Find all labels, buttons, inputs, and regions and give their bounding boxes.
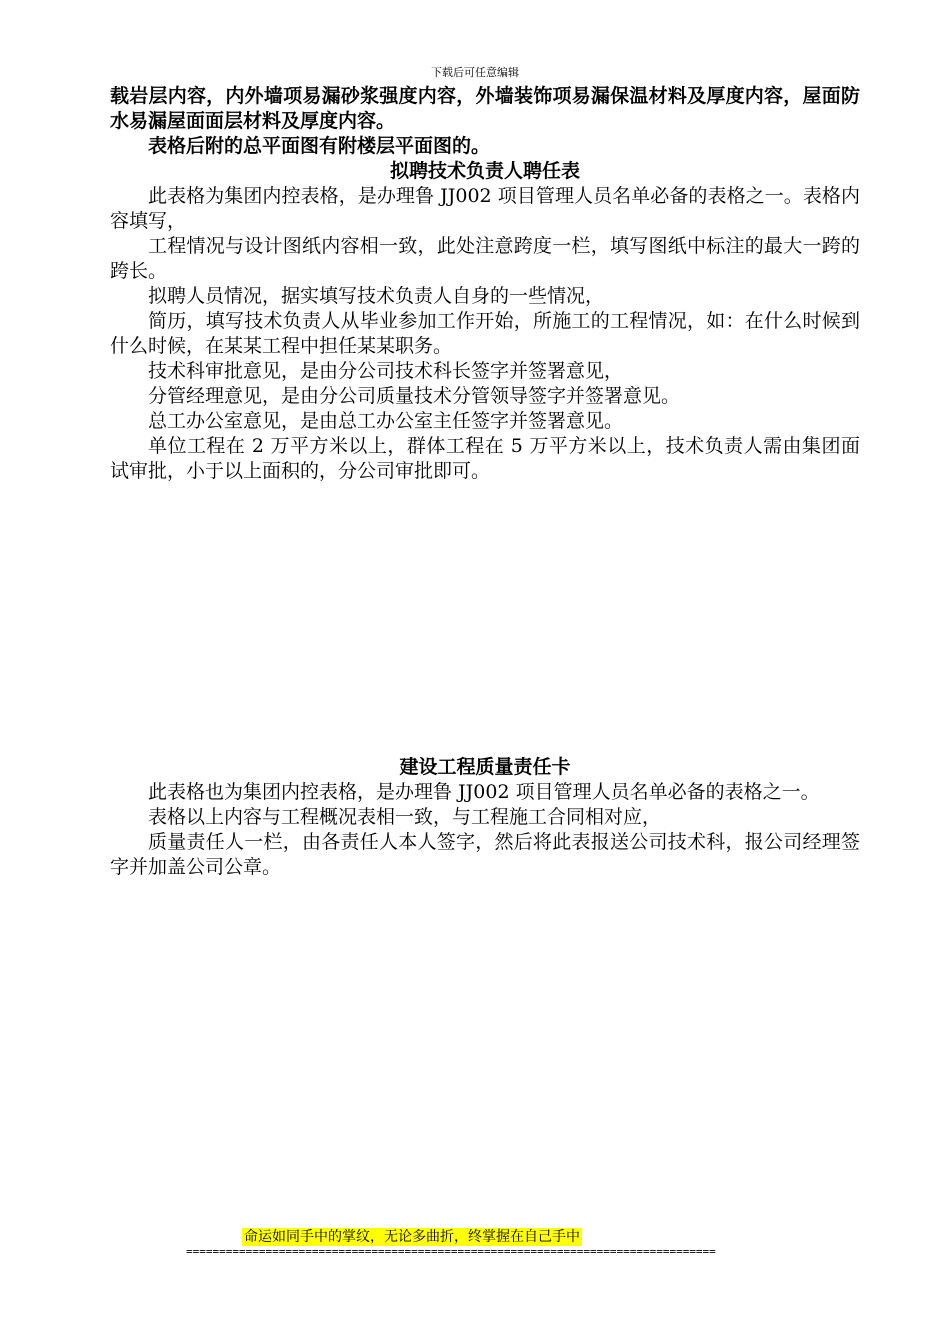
quality-paragraph: 表格以上内容与工程概况表相一致，与工程施工合同相对应， [148, 806, 662, 828]
appointment-form-title: 拟聘技术负责人聘任表 [389, 160, 580, 182]
intro-bold-note: 表格后附的总平面图有附楼层平面图的。 [148, 135, 491, 157]
appointment-paragraph: 技术科审批意见，是由分公司技术科长签字并签署意见， [148, 360, 624, 382]
appointment-paragraph: 单位工程在 2 万平方米以上，群体工程在 5 万平方米以上，技术负责人需由集团面试审批，小于以上面积的，分公司审批即可。 [110, 435, 860, 482]
appointment-paragraph: 此表格为集团内控表格，是办理鲁 JJ002 项目管理人员名单必备的表格之一。表格内容填写， [110, 185, 860, 232]
document-body-top [110, 84, 860, 484]
footer-motto: 命运如同手中的掌纹，无论多曲折，终掌握在自己手中 [244, 1229, 580, 1245]
document-body-bottom [110, 755, 860, 880]
page-header-note: 下载后可任意编辑 [431, 66, 519, 79]
appointment-paragraph: 总工办公室意见，是由总工办公室主任签字并签署意见。 [148, 410, 624, 432]
quality-paragraph: 质量责任人一栏，由各责任人本人签字，然后将此表报送公司技术科，报公司经理签字并加盖公司公章。 [110, 831, 860, 878]
quality-paragraph: 此表格也为集团内控表格，是办理鲁 JJ002 项目管理人员名单必备的表格之一。 [148, 781, 820, 803]
footer-divider: ================================================================================ [186, 1245, 716, 1258]
quality-card-title: 建设工程质量责任卡 [399, 756, 571, 778]
appointment-paragraph: 拟聘人员情况，据实填写技术负责人自身的一些情况， [148, 285, 605, 307]
appointment-paragraph: 分管经理意见，是由分公司质量技术分管领导签字并签署意见。 [148, 385, 681, 407]
appointment-paragraph: 工程情况与设计图纸内容相一致，此处注意跨度一栏，填写图纸中标注的最大一跨的跨长。 [110, 235, 860, 282]
appointment-paragraph: 简历，填写技术负责人从毕业参加工作开始，所施工的工程情况，如：在什么时候到什么时候，在某某工程中担任某某职务。 [110, 310, 860, 357]
intro-bold-paragraph: 载岩层内容，内外墙项易漏砂浆强度内容，外墙装饰项易漏保温材料及厚度内容，屋面防水易漏屋面面层材料及厚度内容。 [110, 85, 860, 132]
